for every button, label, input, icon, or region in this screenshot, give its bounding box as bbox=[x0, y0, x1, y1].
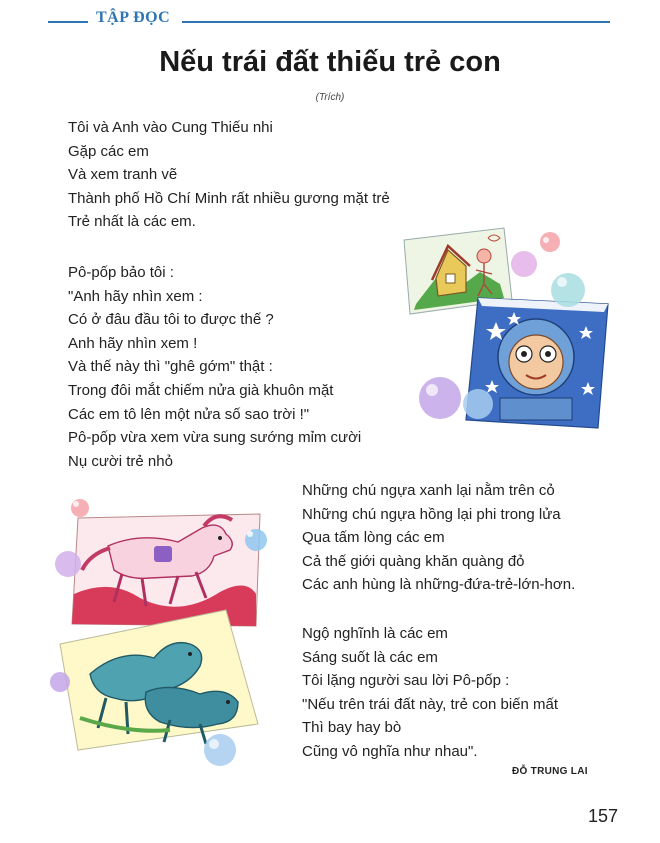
poem-line: Và thế này thì "ghê gớm" thật : bbox=[68, 358, 273, 376]
poem-line: Các anh hùng là những-đứa-trẻ-lớn-hơn. bbox=[302, 576, 576, 594]
stanza-2 bbox=[68, 261, 361, 473]
children-drawings-illustration bbox=[396, 222, 618, 432]
poem-title: Nếu trái đất thiếu trẻ con bbox=[159, 46, 501, 78]
poem-line: Sáng suốt là các em bbox=[302, 648, 438, 666]
blue-horses-drawing bbox=[60, 610, 258, 750]
horse-drawings-illustration bbox=[50, 498, 282, 770]
poem-line: Ngộ nghĩnh là các em bbox=[302, 625, 448, 642]
header-rule-right bbox=[182, 21, 610, 23]
poem-line: "Anh hãy nhìn xem : bbox=[68, 287, 203, 305]
poem-line: Cũng vô nghĩa như nhau". bbox=[302, 742, 478, 760]
poem-line: Tôi lặng người sau lời Pô-pốp : bbox=[302, 672, 510, 690]
poem-line: Tôi và Anh vào Cung Thiếu nhi bbox=[68, 119, 273, 136]
poem-line: Gặp các em bbox=[68, 142, 149, 160]
poem-line: Các em tô lên một nửa số sao trời !" bbox=[68, 405, 310, 423]
header-rule-left bbox=[48, 21, 88, 23]
poem-line: Trong đôi mắt chiếm nửa già khuôn mặt bbox=[68, 381, 334, 399]
stanza-4 bbox=[302, 622, 558, 764]
poem-line: Và xem tranh vẽ bbox=[68, 166, 178, 184]
poem-line: "Nếu trên trái đất này, trẻ con biến mất bbox=[302, 695, 559, 713]
poem-line: Những chú ngựa xanh lại nằm trên cỏ bbox=[302, 482, 555, 499]
poem-line: Có ở đâu đầu tôi to được thế ? bbox=[68, 311, 274, 329]
poem-line: Những chú ngựa hồng lại phi trong lửa bbox=[302, 505, 561, 523]
poem-line: Nụ cười trẻ nhỏ bbox=[68, 452, 173, 470]
poem-line: Trẻ nhất là các em. bbox=[68, 213, 196, 231]
page-number: 157 bbox=[588, 806, 619, 826]
poem-author: ĐỖ TRUNG LAI bbox=[512, 766, 588, 777]
poem-line: Pô-pốp vừa xem vừa sung sướng mỉm cười bbox=[68, 429, 362, 447]
pink-horse-drawing bbox=[72, 514, 260, 626]
poem-line: Thì bay hay bò bbox=[302, 719, 402, 737]
section-label: TẬP ĐỌC bbox=[96, 9, 171, 26]
stanza-1 bbox=[68, 116, 390, 234]
poem-line: Thành phố Hồ Chí Minh rất nhiều gương mặt trẻ bbox=[68, 189, 390, 207]
poem-line: Pô-pốp bảo tôi : bbox=[68, 264, 174, 281]
poem-line: Cả thế giới quàng khăn quàng đỏ bbox=[302, 552, 525, 570]
section-header bbox=[0, 4, 660, 32]
poem-subtitle: (Trích) bbox=[315, 92, 345, 103]
poem-line: Qua tấm lòng các em bbox=[302, 529, 445, 547]
poem-line: Anh hãy nhìn xem ! bbox=[68, 334, 198, 352]
stanza-3 bbox=[302, 479, 575, 597]
